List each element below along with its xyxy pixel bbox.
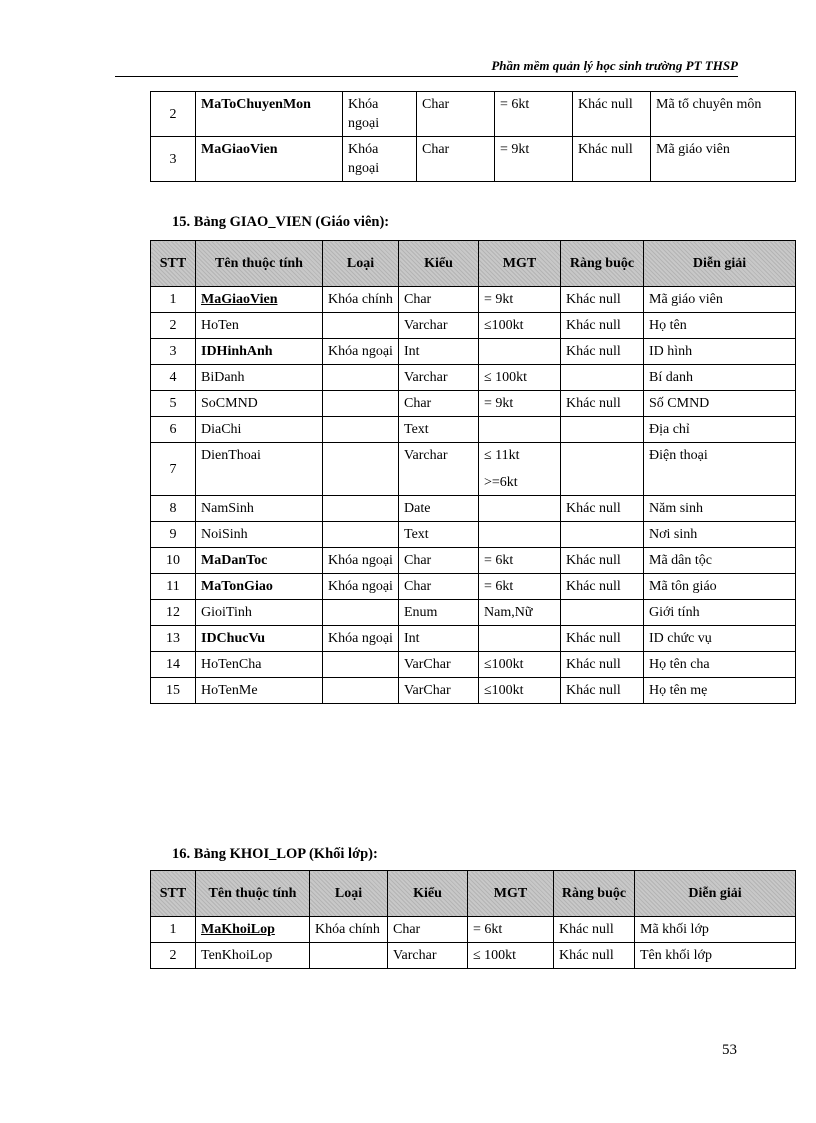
cell-rang-buoc: Khác null [554, 943, 635, 969]
table-row [151, 943, 796, 969]
table-row [151, 626, 796, 652]
cell-stt: 3 [151, 339, 196, 365]
cell-loai: Khóa chính [323, 287, 399, 313]
cell-attribute-name: BiDanh [196, 365, 323, 391]
cell-attribute-name: MaToChuyenMon [196, 92, 343, 137]
cell-loai: Khóa ngoại [323, 339, 399, 365]
table-row [151, 548, 796, 574]
cell-attribute-name: MaGiaoVien [196, 287, 323, 313]
cell-stt: 5 [151, 391, 196, 417]
section-15-title: 15. Bảng GIAO_VIEN (Giáo viên): [172, 214, 390, 230]
cell-dien-giai: Nơi sinh [644, 522, 796, 548]
cell-rang-buoc: Khác null [561, 626, 644, 652]
cell-dien-giai: Mã giáo viên [644, 287, 796, 313]
cell-stt: 14 [151, 652, 196, 678]
table-row [151, 917, 796, 943]
cell-dien-giai: Địa chỉ [644, 417, 796, 443]
cell-rang-buoc [561, 417, 644, 443]
cell-mgt: ≤ 100kt [479, 365, 561, 391]
page-number: 53 [722, 1042, 737, 1058]
header-mgt: MGT [468, 871, 554, 917]
cell-mgt: = 9kt [479, 391, 561, 417]
cell-kieu: Varchar [399, 313, 479, 339]
cell-kieu: Int [399, 626, 479, 652]
cell-loai [323, 496, 399, 522]
cell-kieu: Text [399, 522, 479, 548]
header-rang-buoc: Ràng buộc [561, 241, 644, 287]
cell-rang-buoc: Khác null [561, 287, 644, 313]
cell-kieu: VarChar [399, 678, 479, 704]
mgt-line: ≤ 11kt [484, 448, 520, 463]
table-row [151, 391, 796, 417]
cell-dien-giai: Họ tên [644, 313, 796, 339]
cell-mgt [479, 626, 561, 652]
cell-mgt: ≤100kt [479, 678, 561, 704]
khoi-lop-table [150, 870, 796, 969]
header-loai: Loại [310, 871, 388, 917]
cell-mgt: = 9kt [495, 137, 573, 182]
cell-dien-giai: Mã dân tộc [644, 548, 796, 574]
cell-kieu: Char [399, 548, 479, 574]
cell-attribute-name: NamSinh [196, 496, 323, 522]
cell-loai [323, 522, 399, 548]
table-row [151, 365, 796, 391]
header-rule [115, 76, 738, 77]
table-row [151, 496, 796, 522]
header-stt: STT [151, 871, 196, 917]
cell-rang-buoc [561, 365, 644, 391]
cell-dien-giai: Họ tên cha [644, 652, 796, 678]
cell-dien-giai: ID chức vụ [644, 626, 796, 652]
cell-mgt: = 6kt [468, 917, 554, 943]
table-row [151, 339, 796, 365]
cell-attribute-name: DiaChi [196, 417, 323, 443]
cell-loai [323, 313, 399, 339]
header-name: Tên thuộc tính [196, 241, 323, 287]
table-row [151, 652, 796, 678]
table-row [151, 678, 796, 704]
cell-kieu: Int [399, 339, 479, 365]
header-kieu: Kiểu [399, 241, 479, 287]
table-header-row [151, 871, 796, 917]
cell-rang-buoc: Khác null [561, 574, 644, 600]
cell-dien-giai: Điện thoại [644, 443, 796, 496]
table-row [151, 574, 796, 600]
cell-attribute-name: MaDanToc [196, 548, 323, 574]
header-dien-giai: Diễn giải [635, 871, 796, 917]
cell-mgt: ≤100kt [479, 313, 561, 339]
cell-stt: 3 [151, 137, 196, 182]
table-row [151, 443, 796, 496]
cell-mgt: ≤ 100kt [468, 943, 554, 969]
cell-mgt: Nam,Nữ [479, 600, 561, 626]
cell-stt: 6 [151, 417, 196, 443]
cell-dien-giai: Mã giáo viên [651, 137, 796, 182]
cell-stt: 2 [151, 92, 196, 137]
cell-mgt: = 6kt [495, 92, 573, 137]
cell-stt: 1 [151, 287, 196, 313]
cell-dien-giai: Họ tên mẹ [644, 678, 796, 704]
cell-loai [323, 652, 399, 678]
header-name: Tên thuộc tính [196, 871, 310, 917]
header-mgt: MGT [479, 241, 561, 287]
cell-rang-buoc: Khác null [561, 652, 644, 678]
section-16-title: 16. Bảng KHOI_LOP (Khối lớp): [172, 846, 378, 862]
cell-kieu: Varchar [399, 365, 479, 391]
cell-kieu: Enum [399, 600, 479, 626]
cell-stt: 12 [151, 600, 196, 626]
cell-stt: 11 [151, 574, 196, 600]
cell-mgt [479, 496, 561, 522]
table-row [151, 137, 796, 182]
cell-attribute-name: NoiSinh [196, 522, 323, 548]
cell-kieu: Char [399, 391, 479, 417]
cell-stt: 9 [151, 522, 196, 548]
cell-mgt: = 9kt [479, 287, 561, 313]
cell-stt: 2 [151, 943, 196, 969]
cell-mgt: = 6kt [479, 548, 561, 574]
table-row [151, 417, 796, 443]
cell-stt: 15 [151, 678, 196, 704]
cell-kieu: Char [388, 917, 468, 943]
cell-attribute-name: IDChucVu [196, 626, 323, 652]
cell-attribute-name: DienThoai [196, 443, 323, 496]
cell-attribute-name: IDHinhAnh [196, 339, 323, 365]
cell-dien-giai: Giới tính [644, 600, 796, 626]
cell-rang-buoc: Khác null [573, 92, 651, 137]
cell-kieu: Char [399, 574, 479, 600]
header-dien-giai: Diễn giải [644, 241, 796, 287]
cell-rang-buoc: Khác null [561, 391, 644, 417]
cell-rang-buoc [561, 443, 644, 496]
cell-attribute-name: HoTenCha [196, 652, 323, 678]
cell-stt: 10 [151, 548, 196, 574]
cell-stt: 13 [151, 626, 196, 652]
header-rang-buoc: Ràng buộc [554, 871, 635, 917]
cell-loai: Khóa chính [310, 917, 388, 943]
cell-loai: Khóa ngoại [323, 574, 399, 600]
cell-stt: 8 [151, 496, 196, 522]
cell-loai: Khóa ngoại [343, 137, 417, 182]
cell-loai [310, 943, 388, 969]
mgt-line: >=6kt [484, 475, 518, 490]
cell-attribute-name: GioiTinh [196, 600, 323, 626]
cell-rang-buoc: Khác null [554, 917, 635, 943]
cell-mgt [479, 417, 561, 443]
header-stt: STT [151, 241, 196, 287]
cell-dien-giai: Số CMND [644, 391, 796, 417]
cell-kieu: Varchar [399, 443, 479, 496]
cell-rang-buoc [561, 600, 644, 626]
table-row [151, 600, 796, 626]
cell-rang-buoc: Khác null [561, 548, 644, 574]
continued-attribute-table [150, 91, 796, 182]
cell-dien-giai: Tên khối lớp [635, 943, 796, 969]
header-loai: Loại [323, 241, 399, 287]
cell-loai: Khóa ngoại [323, 548, 399, 574]
cell-kieu: VarChar [399, 652, 479, 678]
table-row [151, 313, 796, 339]
cell-attribute-name: MaKhoiLop [196, 917, 310, 943]
cell-stt: 1 [151, 917, 196, 943]
cell-kieu: Text [399, 417, 479, 443]
cell-mgt: = 6kt [479, 574, 561, 600]
cell-rang-buoc: Khác null [561, 496, 644, 522]
cell-mgt [479, 443, 561, 496]
table-header-row [151, 241, 796, 287]
cell-kieu: Char [399, 287, 479, 313]
table-row [151, 287, 796, 313]
cell-loai [323, 391, 399, 417]
cell-rang-buoc: Khác null [573, 137, 651, 182]
cell-attribute-name: HoTenMe [196, 678, 323, 704]
cell-dien-giai: Mã tổ chuyên môn [651, 92, 796, 137]
cell-kieu: Char [417, 137, 495, 182]
running-header: Phần mềm quản lý học sinh trường PT THSP [491, 58, 738, 73]
cell-loai [323, 443, 399, 496]
cell-kieu: Char [417, 92, 495, 137]
cell-loai [323, 417, 399, 443]
cell-dien-giai: Bí danh [644, 365, 796, 391]
cell-loai [323, 678, 399, 704]
cell-attribute-name: MaGiaoVien [196, 137, 343, 182]
cell-mgt [479, 522, 561, 548]
cell-stt: 2 [151, 313, 196, 339]
cell-attribute-name: MaTonGiao [196, 574, 323, 600]
cell-rang-buoc: Khác null [561, 678, 644, 704]
table-row [151, 522, 796, 548]
cell-dien-giai: ID hình [644, 339, 796, 365]
cell-rang-buoc [561, 522, 644, 548]
cell-rang-buoc: Khác null [561, 339, 644, 365]
cell-kieu: Date [399, 496, 479, 522]
giao-vien-table [150, 240, 796, 704]
cell-attribute-name: SoCMND [196, 391, 323, 417]
cell-mgt: ≤100kt [479, 652, 561, 678]
cell-stt: 7 [151, 443, 196, 496]
cell-dien-giai: Năm sinh [644, 496, 796, 522]
table-row [151, 92, 796, 137]
header-kieu: Kiểu [388, 871, 468, 917]
cell-dien-giai: Mã tôn giáo [644, 574, 796, 600]
cell-dien-giai: Mã khối lớp [635, 917, 796, 943]
cell-loai [323, 600, 399, 626]
cell-rang-buoc: Khác null [561, 313, 644, 339]
cell-loai: Khóa ngoại [343, 92, 417, 137]
cell-stt: 4 [151, 365, 196, 391]
cell-loai [323, 365, 399, 391]
cell-kieu: Varchar [388, 943, 468, 969]
cell-loai: Khóa ngoại [323, 626, 399, 652]
cell-mgt [479, 339, 561, 365]
cell-attribute-name: HoTen [196, 313, 323, 339]
cell-attribute-name: TenKhoiLop [196, 943, 310, 969]
